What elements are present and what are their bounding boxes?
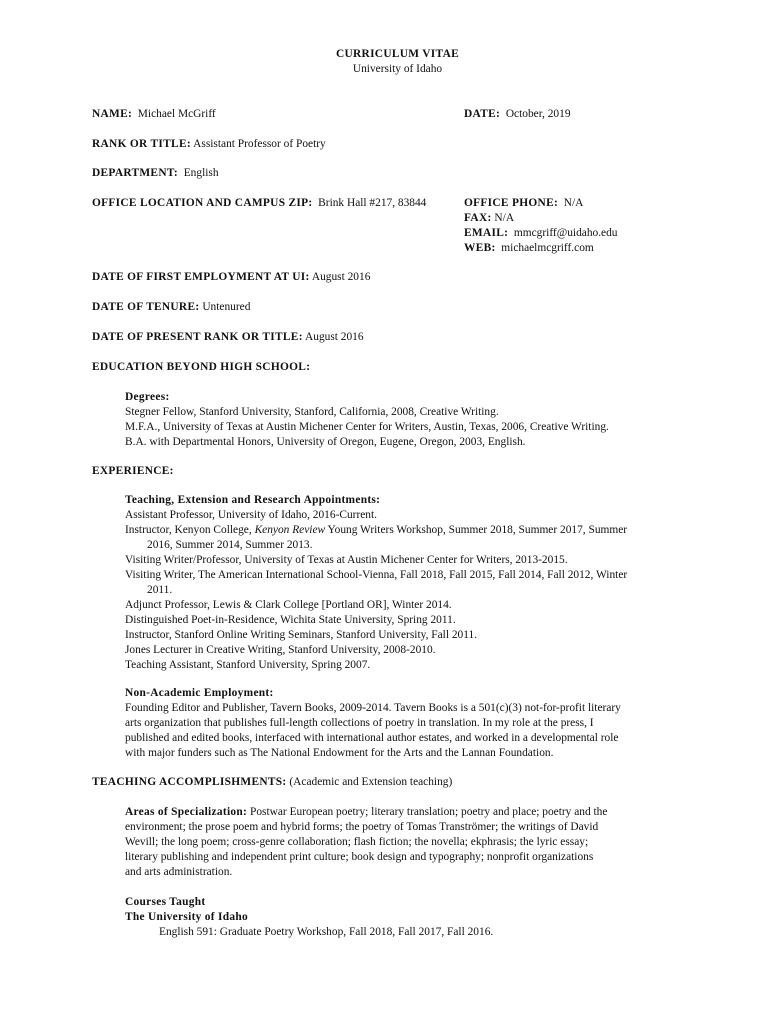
tenure-row: DATE OF TENURE: Untenured (92, 301, 251, 313)
paragraph-line: Areas of Specialization: Postwar European poetry; literary translation; poetry and place; poetry and the (125, 806, 608, 818)
university-subheading: The University of Idaho (125, 911, 249, 923)
course-item: English 591: Graduate Poetry Workshop, Fall 2018, Fall 2017, Fall 2016. (159, 926, 494, 938)
list-item: B.A. with Departmental Honors, University of Oregon, Eugene, Oregon, 2003, English. (125, 436, 526, 448)
paragraph-line: environment; the prose poem and hybrid forms; the poetry of Tomas Tranströmer; the writings of David (125, 821, 599, 833)
paragraph-line: Wevill; the long poem; cross-genre collaboration; flash fiction; the novella; ekphrasis; the lyric essay; (125, 836, 589, 848)
email-row: EMAIL: mmcgriff@uidaho.edu (464, 227, 618, 239)
list-item-continued: 2011. (147, 584, 173, 596)
education-heading: EDUCATION BEYOND HIGH SCHOOL: (92, 361, 311, 373)
rank-row: RANK OR TITLE: Assistant Professor of Poetry (92, 138, 326, 150)
name-row: NAME: Michael McGriff (92, 108, 216, 120)
experience-list (125, 493, 627, 673)
appointments-subheading: Teaching, Extension and Research Appointments: (125, 494, 381, 506)
paragraph-line: Founding Editor and Publisher, Tavern Books, 2009-2014. Tavern Books is a 501(c)(3) not-for-profit literary (125, 702, 621, 714)
list-item: Teaching Assistant, Stanford University, Spring 2007. (125, 659, 371, 671)
first-employment-row: DATE OF FIRST EMPLOYMENT AT UI: August 2016 (92, 271, 371, 283)
list-item-continued: 2016, Summer 2014, Summer 2013. (147, 539, 313, 551)
office-value: Brink Hall #217, 83844 (318, 197, 427, 209)
degrees-subheading: Degrees: (125, 391, 170, 403)
education-list (125, 390, 609, 450)
paragraph-line: literary publishing and independent print culture; book design and typography; nonprofit organizations (125, 851, 594, 863)
list-item: Instructor, Stanford Online Writing Seminars, Stanford University, Fall 2011. (125, 629, 478, 641)
phone-row: OFFICE PHONE: N/A (464, 197, 584, 209)
name-value: Michael McGriff (137, 108, 216, 120)
courses-block (125, 895, 493, 940)
date-row: DATE: October, 2019 (464, 108, 571, 120)
institution-name: University of Idaho (352, 63, 443, 75)
specialization-block (125, 805, 607, 880)
list-item: Adjunct Professor, Lewis & Clark College [Portland OR], Winter 2014. (125, 599, 452, 611)
date-value: October, 2019 (505, 108, 571, 120)
web-row: WEB: michaelmcgriff.com (464, 242, 594, 254)
department-row: DEPARTMENT: English (92, 167, 219, 179)
list-item: Instructor, Kenyon College, Kenyon Review Young Writers Workshop, Summer 2018, Summer 2017, Summer (125, 524, 628, 536)
list-item: Jones Lecturer in Creative Writing, Stanford University, 2008-2010. (125, 644, 436, 656)
list-item: M.F.A., University of Texas at Austin Michener Center for Writers, Austin, Texas, 2006, Creative Writing. (125, 421, 609, 433)
department-value: English (183, 167, 219, 179)
fax-row: FAX: N/A (464, 212, 515, 224)
list-item: Assistant Professor, University of Idaho, 2016-Current. (125, 509, 378, 521)
paragraph-line: with major funders such as The National Endowment for the Arts and the Lannan Foundation. (125, 747, 554, 759)
paragraph-line: and arts administration. (125, 866, 233, 878)
list-item: Visiting Writer, The American International School-Vienna, Fall 2018, Fall 2015, Fall 2014, Fall 2012, Winter (125, 569, 628, 581)
nonacademic-subheading: Non-Academic Employment: (125, 687, 274, 699)
list-item: Visiting Writer/Professor, University of Texas at Austin Michener Center for Writers, 2013-2015. (125, 554, 568, 566)
paragraph-line: published and edited books, interfaced with international author estates, and worked in a developmental role (125, 732, 619, 744)
paragraph-line: arts organization that publishes full-length collections of poetry in translation. In my role at the press, I (125, 717, 594, 729)
courses-subheading: Courses Taught (125, 896, 206, 908)
list-item: Distinguished Poet-in-Residence, Wichita State University, Spring 2011. (125, 614, 456, 626)
office-row: OFFICE LOCATION AND CAMPUS ZIP: Brink Hall #217, 83844 (92, 197, 427, 209)
contact-block (464, 196, 618, 256)
experience-heading: EXPERIENCE: (92, 465, 174, 477)
nonacademic-block (125, 686, 621, 761)
cv-title: CURRICULUM VITAE (335, 48, 460, 60)
teaching-heading: TEACHING ACCOMPLISHMENTS: (Academic and Extension teaching) (92, 776, 453, 788)
rank-value: Assistant Professor of Poetry (193, 138, 326, 150)
present-rank-row: DATE OF PRESENT RANK OR TITLE: August 2016 (92, 331, 364, 343)
list-item: Stegner Fellow, Stanford University, Stanford, California, 2008, Creative Writing. (125, 406, 499, 418)
